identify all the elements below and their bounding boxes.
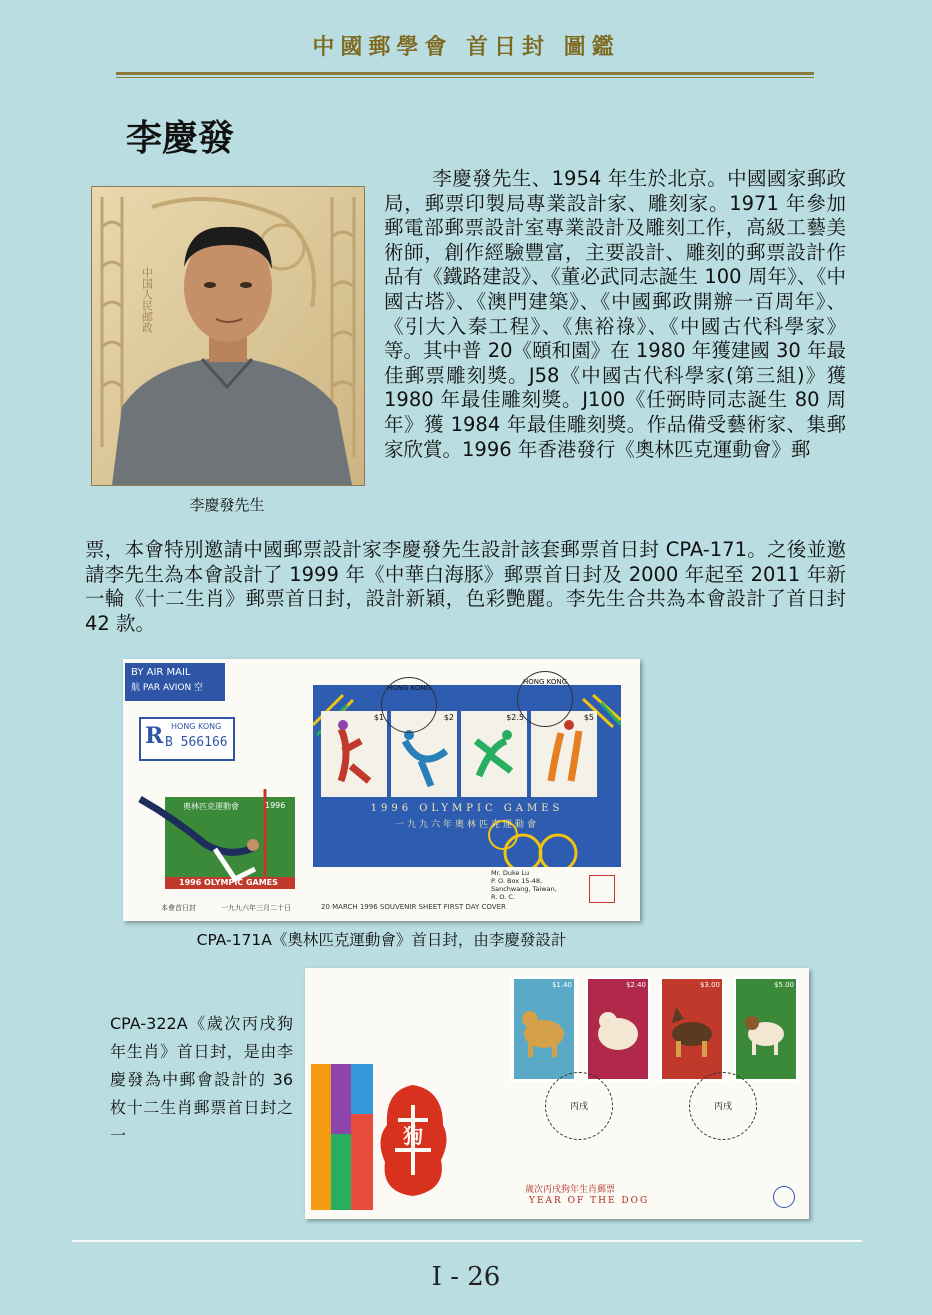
postmark-text: 丙戌	[569, 1102, 588, 1112]
stamp-beagle	[733, 976, 799, 1082]
dog-cover-footer-en: YEAR OF THE DOG	[529, 1196, 650, 1206]
address-line: P. O. Box 15-48,	[491, 877, 543, 885]
header-rule	[116, 72, 814, 75]
header-rule-thin	[116, 77, 814, 78]
olympic-cover-caption: CPA-171A《奧林匹克運動會》首日封，由李慶發設計	[196, 931, 567, 949]
person-name-heading: 李慶發	[126, 117, 235, 159]
portrait-photo	[91, 186, 365, 486]
colorful-cachet-band	[311, 1064, 373, 1210]
postmark-1-text: HONG KONG	[386, 684, 432, 692]
bio-paragraph-wrapped	[384, 167, 846, 462]
stamp-german-shepherd	[659, 976, 725, 1082]
registration-label	[139, 717, 235, 761]
bio-paragraph-full: 票，本會特別邀請中國郵票設計家李慶發先生設計該套郵票首日封 CPA-171。之後並邀請李先生為本會設計了 1999 年《中華白海豚》郵票首日封及 2000 年起至 2011 年新一輪《十二生肖》郵票首日封，設計新穎，色彩艷麗。李先生合共為本會設計了首日封 42 款。	[85, 538, 846, 635]
address-line: R. O. C.	[491, 893, 516, 901]
airmail-label-line1: BY AIR MAIL	[131, 667, 191, 678]
airmail-label-line2: 航 PAR AVION 空	[131, 683, 204, 693]
dog-cover-footer-cn: 歲次丙戌狗年生肖郵票	[525, 1185, 616, 1195]
dog-postmark-2	[689, 1072, 757, 1140]
address-line: Sanchwang, Taiwan,	[491, 885, 557, 893]
postmark-1	[381, 677, 437, 733]
souvenir-sheet-title: 1996 OLYMPIC GAMES	[370, 803, 564, 814]
stamp-value: $5.00	[773, 981, 794, 989]
registration-place: HONG KONG	[171, 722, 222, 731]
stamp-pekingese	[585, 976, 651, 1082]
registration-letter: R	[145, 723, 164, 749]
registration-number: B 566166	[165, 735, 228, 750]
stamp-value: $3.00	[699, 981, 720, 989]
airmail-label	[125, 663, 225, 701]
society-emblem-icon	[773, 1186, 795, 1208]
souvenir-sheet-subtitle: 一九九六年奧林匹克運動會	[394, 820, 539, 830]
postmark-2	[517, 671, 573, 727]
bio-text-start: 李慶發先生、1954 年生於北京。中國國家郵政局，郵票印製局專業設計家、雕刻家。1971 年參加郵電部郵票設計室專業設計及雕刻工作，高級工藝美術師，創作經驗豐富，主要設計、雕刻的郵票設計作品有《鐵路建設》、《董必武同志誕生 100 周年》、《中國古塔》、《澳門建築》、《中國郵政開辦一百周年》、《引大入秦工程》、《焦裕祿》、《中國古代科學家》等。其中普 20《頤和園》在 1980 年獲建國 30 年最佳郵票雕刻獎。J58《中國古代科學家(第三組)》獲 1980 年最佳雕刻獎。J100《任弼時同志誕生 80 周年》獲 1984 年最佳雕刻獎。作品備受藝術家、集郵家欣賞。1996 年香港發行《奧林匹克運動會》郵	[384, 167, 846, 461]
cover-bottom-date: 一九九六年三月二十日	[221, 904, 291, 912]
cachet-dog-character: 狗	[403, 1124, 423, 1148]
high-jump-cachet-title: 奧林匹克運動會	[183, 802, 239, 811]
stamp-value: $5	[583, 713, 594, 722]
cover-bottom-english: 20 MARCH 1996 SOUVENIR SHEET FIRST DAY COVER	[321, 903, 506, 911]
high-jump-cachet-bottom: 1996 OLYMPIC GAMES	[179, 878, 278, 887]
address-line: Mr. Duke Lu	[491, 869, 530, 877]
stamp-value: $2.5	[506, 713, 524, 722]
page-number: I - 26	[431, 1262, 501, 1292]
postmark-text: 丙戌	[713, 1102, 732, 1112]
page-header-title: 中國郵學會 首日封 圖鑑	[312, 34, 620, 60]
cover-bottom-left: 本會首日封	[161, 904, 196, 912]
stamp-golden-retriever	[511, 976, 577, 1082]
stamp-athletics	[461, 711, 527, 797]
footer-rule	[72, 1240, 862, 1242]
stamp-gymnastics	[321, 711, 387, 797]
dog-postmark-1	[545, 1072, 613, 1140]
dog-cover-caption: CPA-322A《歲次丙戌狗年生肖》首日封，是由李慶發為中郵會設計的 36 枚十二生肖郵票首日封之一	[110, 1014, 293, 1145]
olympic-souvenir-sheet	[313, 685, 621, 867]
svg-text:中国人民邮政: 中国人民邮政	[140, 267, 154, 333]
paper-cut-dog-cachet	[373, 1080, 453, 1200]
recipient-address	[491, 869, 557, 901]
olympic-first-day-cover	[123, 659, 640, 921]
stamp-value: $2	[443, 713, 454, 722]
postmark-2-text: HONG KONG	[522, 678, 568, 686]
stamp-value: $1	[373, 713, 384, 722]
high-jump-cachet-year: 1996	[265, 801, 286, 810]
society-logo-icon	[589, 875, 615, 903]
stamp-value: $1.40	[551, 981, 572, 989]
stamp-value: $2.40	[625, 981, 646, 989]
portrait-caption: 李慶發先生	[189, 496, 265, 514]
year-of-dog-first-day-cover	[305, 968, 809, 1219]
high-jump-cachet	[135, 789, 295, 894]
